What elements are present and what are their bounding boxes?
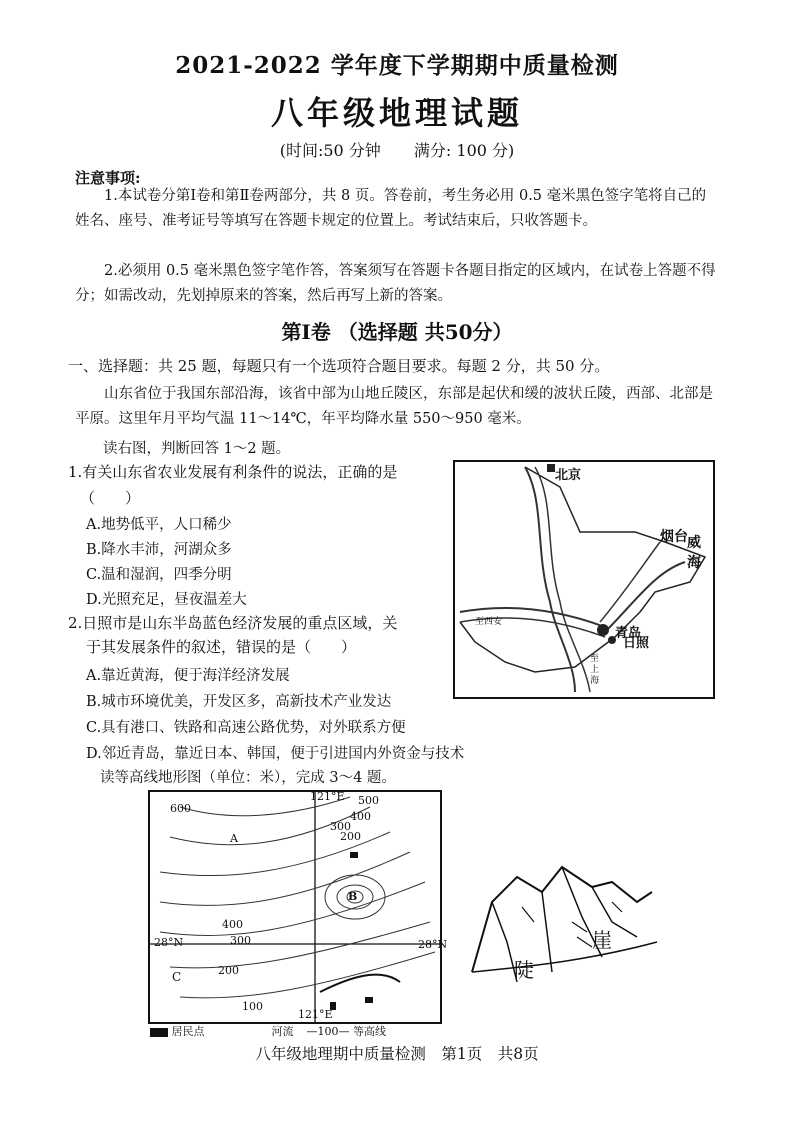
label-yantai: 烟台: [660, 529, 688, 545]
point-c: C: [172, 970, 182, 984]
cliff-sketch: [462, 862, 662, 992]
map-legend: [150, 1023, 386, 1039]
label-weihai: 威海: [687, 535, 701, 571]
shandong-map: [453, 460, 715, 699]
topo-intro: 读等高线地形图（单位：米），完成 3～4 题。: [100, 770, 396, 786]
contour-label-200-top: 200: [340, 830, 361, 843]
legend-river: 河流: [271, 1025, 294, 1038]
exam-score: 满分: 100 分): [413, 141, 515, 160]
point-a: A: [230, 832, 238, 845]
exam-series-title: 2021-2022 学年度下学期期中质量检测: [175, 52, 619, 79]
contour-label-100: 100: [242, 1000, 263, 1013]
topo-lat-right: 28°N: [418, 938, 448, 951]
legend-contour: —100— 等高线: [306, 1025, 386, 1038]
cliff-char-1: 崖: [592, 928, 612, 952]
context-paragraph: 山东省位于我国东部沿海，该省中部为山地丘陵区，东部是起伏和缓的波状丘陵，西部、北部是平原。这里年月平均气温 11～14℃，年平均降水量 550～950 毫米。: [75, 386, 713, 427]
notes-item-2: 2.必须用 0.5 毫米黑色签字笔作答，答案须写在答题卡各题目指定的区域内，在试卷上答题不得分；如需改动，先划掉原来的答案，然后再写上新的答案。: [75, 263, 716, 304]
topo-lon-bottom: 121°E: [298, 1008, 333, 1021]
contour-label-200-left: 200: [218, 964, 239, 977]
contour-label-400-top: 400: [350, 810, 371, 823]
shandong-map-drawing: [455, 462, 713, 697]
cliff-sketch-drawing: [462, 862, 662, 992]
label-qingdao: 青岛: [615, 626, 642, 641]
notes-item-1: 1.本试卷分第Ⅰ卷和第Ⅱ卷两部分，共 8 页。答卷前，考生务必用 0.5 毫米黑色签字笔将自己的姓名、座号、准考证号等填写在答题卡规定的位置上。考试结束后，只收答题卡。: [75, 188, 707, 229]
notes-heading: 注意事项:: [75, 169, 141, 187]
q1-stem: 1.有关山东省农业发展有利条件的说法，正确的是: [68, 463, 398, 481]
q2-stem-line1: 2.日照市是山东半岛蓝色经济发展的重点区域，关: [68, 614, 398, 632]
legend-settlement: 居民点: [171, 1025, 205, 1038]
settlement-symbol: [150, 1028, 168, 1037]
topo-lon-top: 121°E: [310, 790, 345, 803]
q2-stem-line2: 于其发展条件的叙述，错误的是（ ）: [86, 638, 357, 656]
label-to-xian: 至西安: [475, 617, 503, 627]
q2-option-c: C.具有港口、铁路和高速公路优势，对外联系方便: [86, 720, 406, 736]
q1-option-a: A.地势低平，人口稀少: [86, 517, 232, 533]
q2-option-a: A.靠近黄海，便于海洋经济发展: [86, 668, 290, 684]
contour-label-300-left: 300: [230, 934, 251, 947]
contour-label-500: 500: [358, 794, 379, 807]
contour-map-drawing: [150, 792, 440, 1022]
exam-time: (时间:50 分钟: [279, 141, 381, 160]
q1-option-c: C.温和湿润，四季分明: [86, 567, 232, 583]
label-rizhao: 日照: [623, 636, 650, 651]
section-title: 第Ⅰ卷 （选择题 共50分）: [281, 320, 513, 344]
q1-option-b: B.降水丰沛，河湖众多: [86, 542, 232, 558]
contour-map: [148, 790, 448, 1024]
cliff-char-2: 陡: [514, 958, 534, 982]
label-to-shanghai: 至上海: [590, 654, 600, 686]
q2-option-b: B.城市环境优美，开发区多，高新技术产业发达: [86, 694, 392, 710]
read-map-instruction: 读右图，判断回答 1～2 题。: [103, 441, 291, 457]
topo-lat-left: 28°N: [154, 936, 184, 949]
contour-label-300-top: 300: [330, 820, 351, 833]
contour-label-400-left: 400: [222, 918, 243, 931]
exam-meta: [0, 138, 794, 161]
q1-option-d: D.光照充足，昼夜温差大: [86, 592, 247, 608]
q2-option-d: D.邻近青岛，靠近日本、韩国，便于引进国内外资金与技术: [86, 746, 465, 762]
page-footer: 八年级地理期中质量检测 第1页 共8页: [255, 1045, 539, 1063]
point-b: B: [348, 890, 358, 903]
q1-blank: （ ）: [80, 489, 141, 507]
contour-label-600: 600: [170, 802, 191, 815]
label-beijing: 北京: [555, 468, 582, 483]
exam-title: 八年级地理试题: [270, 94, 523, 132]
section-instruction: 一、选择题：共 25 题，每题只有一个选项符合题目要求。每题 2 分，共 50 分。: [68, 357, 610, 375]
